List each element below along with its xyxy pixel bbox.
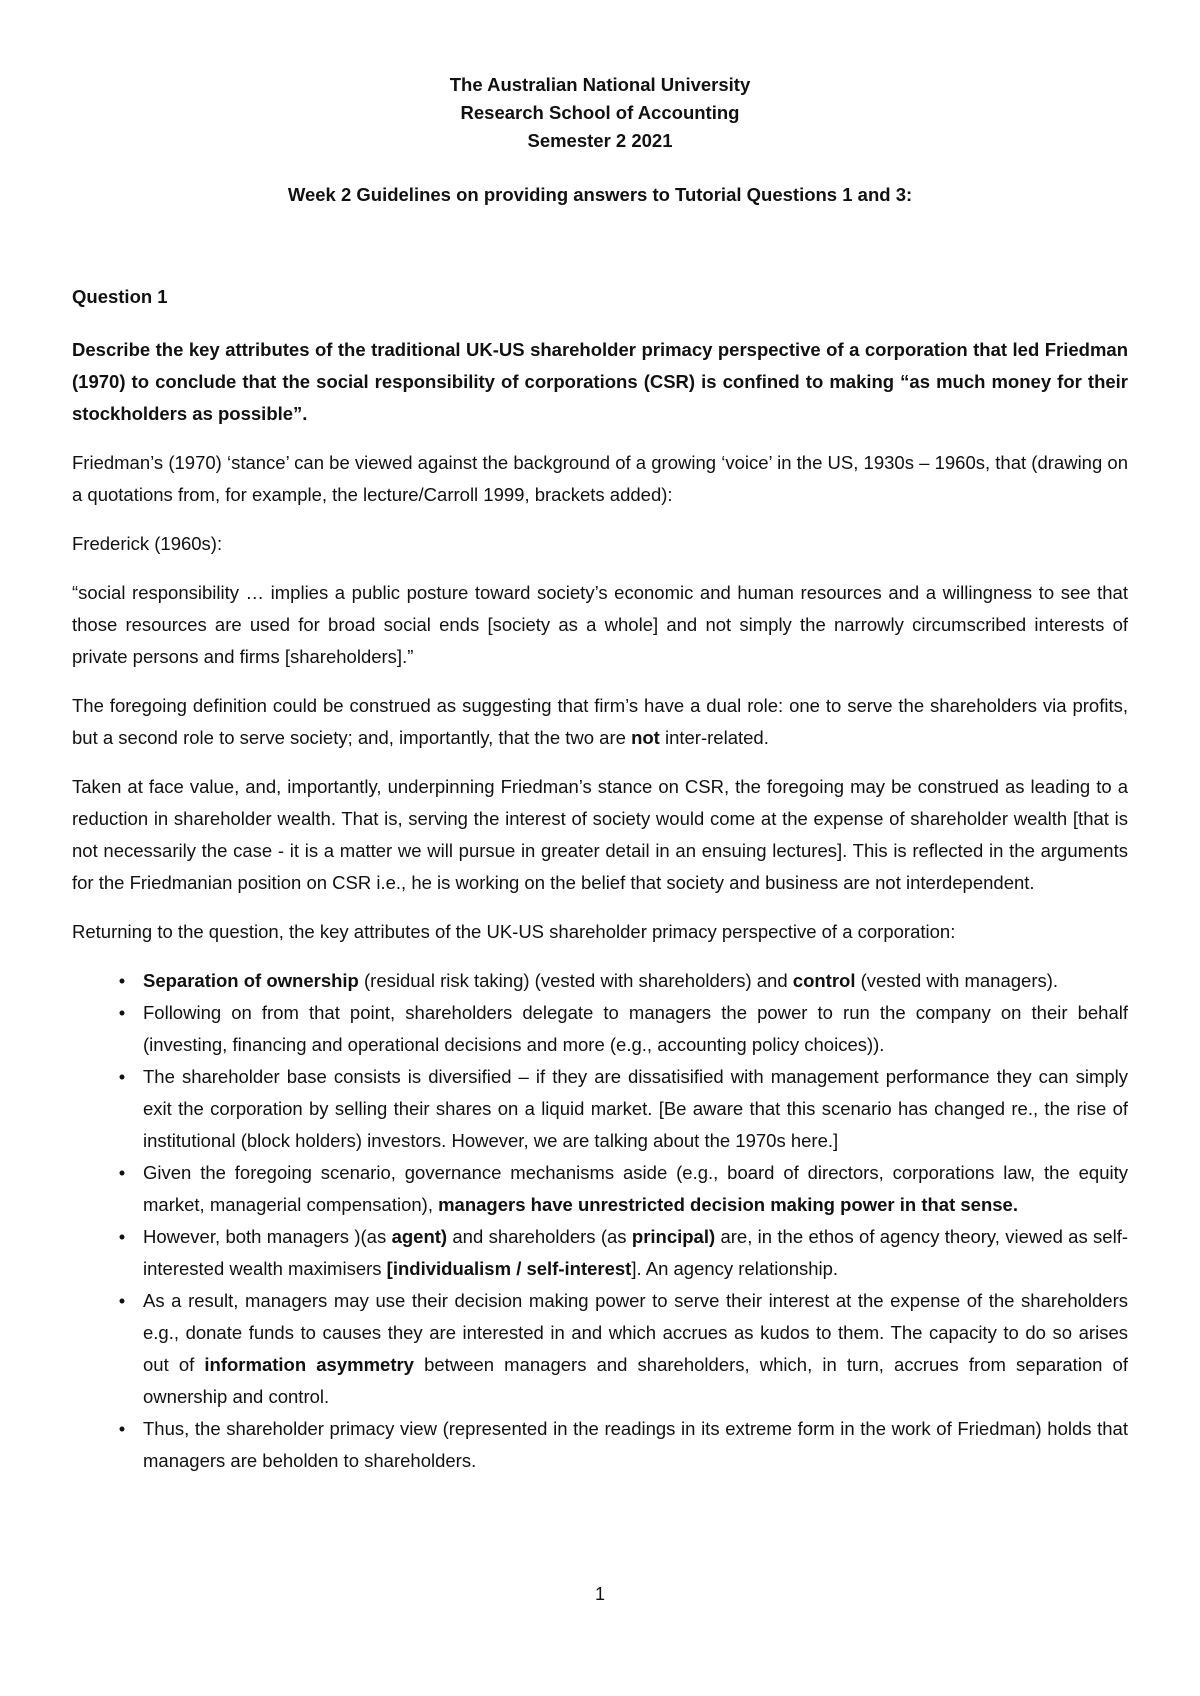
attributes-list xyxy=(72,965,1128,1477)
school-heading: Research School of Accounting xyxy=(460,102,740,123)
list-item-text: Following on from that point, shareholders delegate to managers the power to run the company on their behalf (investing, financing and operational decisions and more (e.g., accounting policy choices)). xyxy=(143,1002,1128,1055)
list-item-bold: [individualism / self-interest xyxy=(386,1258,632,1279)
paragraph-dual-role xyxy=(72,690,1128,754)
bullet-icon: • xyxy=(118,1002,126,1023)
list-item-text: Thus, the shareholder primacy view (represented in the readings in its extreme form in the work of Friedman) holds that managers are beholden to shareholders. xyxy=(143,1418,1128,1471)
list-item-text: The shareholder base consists is diversified – if they are dissatisified with management performance they can simply exit the corporation by selling their shares on a liquid market. [Be aware that this scenario has changed re., the rise of institutional (block holders) investors. However, we are talking about the 1970s here.] xyxy=(143,1066,1128,1151)
page-number: 1 xyxy=(594,1584,605,1604)
frederick-label: Frederick (1960s): xyxy=(72,533,223,554)
paragraph-background: Friedman’s (1970) ‘stance’ can be viewed against the background of a growing ‘voice’ in the US, 1930s – 1960s, that (drawing on a quotations from, for example, the lecture/Carroll 1999, brackets added): xyxy=(72,452,1128,505)
question-1-prompt: Describe the key attributes of the traditional UK-US shareholder primacy perspective of a corporation that led Friedman (1970) to conclude that the social responsibility of corporations (CSR) is confined to making “as much money for their stockholders as possible”. xyxy=(72,339,1128,424)
list-item-bold: managers have unrestricted decision making power in that sense. xyxy=(438,1194,1018,1215)
dual-role-text-a: The foregoing definition could be construed as suggesting that firm’s have a dual role: one to serve the shareholders via profits, but a second role to serve society; and, importantly, that the two are xyxy=(72,695,1128,748)
question-1-label: Question 1 xyxy=(72,286,168,307)
list-item xyxy=(72,965,1128,997)
bullet-icon: • xyxy=(118,970,126,991)
semester-heading: Semester 2 2021 xyxy=(527,130,673,151)
list-item-text: (vested with managers). xyxy=(855,970,1059,991)
list-item-text: between managers and shareholders, which, in turn, accrues from separation of ownership and control. xyxy=(143,1354,1128,1407)
university-heading: The Australian National University xyxy=(449,74,751,95)
list-item-text: (residual risk taking) (vested with shareholders) and xyxy=(358,970,793,991)
dual-role-bold: not xyxy=(631,727,660,748)
bullet-icon: • xyxy=(118,1226,126,1247)
dual-role-text-b: inter-related. xyxy=(659,727,769,748)
list-item xyxy=(72,1221,1128,1285)
list-item-text: Given the foregoing scenario, governance mechanisms aside (e.g., board of directors, corporations law, the equity market, managerial compensation), xyxy=(143,1162,1128,1215)
list-item xyxy=(72,1061,1128,1157)
list-item-text: and shareholders (as xyxy=(447,1226,632,1247)
list-item-bold: information asymmetry xyxy=(204,1354,414,1375)
bullet-icon: • xyxy=(118,1162,126,1183)
bullet-icon: • xyxy=(118,1290,126,1311)
frederick-quote: “social responsibility … implies a public posture toward society’s economic and human resources and a willingness to see that those resources are used for broad social ends [society as a whole] and not simply the narrowly circumscribed interests of private persons and firms [shareholders].” xyxy=(72,582,1128,667)
list-item xyxy=(72,997,1128,1061)
list-item-text: ]. An agency relationship. xyxy=(631,1258,839,1279)
list-item-text: are, in the ethos of agency theory, viewed as self-interested wealth maximisers xyxy=(143,1226,1128,1279)
document-body xyxy=(72,334,1128,1477)
list-item xyxy=(72,1285,1128,1413)
list-item xyxy=(72,1413,1128,1477)
paragraph-returning: Returning to the question, the key attributes of the UK-US shareholder primacy perspective of a corporation: xyxy=(72,921,956,942)
list-item xyxy=(72,1157,1128,1221)
list-item-bold: agent) xyxy=(391,1226,448,1247)
paragraph-face-value: Taken at face value, and, importantly, underpinning Friedman’s stance on CSR, the foregoing may be construed as leading to a reduction in shareholder wealth. That is, serving the interest of society would come at the expense of shareholder wealth [that is not necessarily the case - it is a matter we will pursue in greater detail in an ensuing lectures]. This is reflected in the arguments for the Friedmanian position on CSR i.e., he is working on the belief that society and business are not interdependent. xyxy=(72,776,1128,893)
document-title: Week 2 Guidelines on providing answers to Tutorial Questions 1 and 3: xyxy=(287,184,913,205)
list-item-bold: principal) xyxy=(631,1226,716,1247)
bullet-icon: • xyxy=(118,1418,126,1439)
list-item-bold: Separation of ownership xyxy=(143,970,359,991)
list-item-bold: control xyxy=(792,970,856,991)
list-item-text: As a result, managers may use their decision making power to serve their interest at the expense of the shareholders e.g., donate funds to causes they are interested in and which accrues as kudos to them. The capacity to do so arises out of xyxy=(143,1290,1128,1375)
list-item-text: However, both managers )(as xyxy=(143,1226,392,1247)
bullet-icon: • xyxy=(118,1066,126,1087)
